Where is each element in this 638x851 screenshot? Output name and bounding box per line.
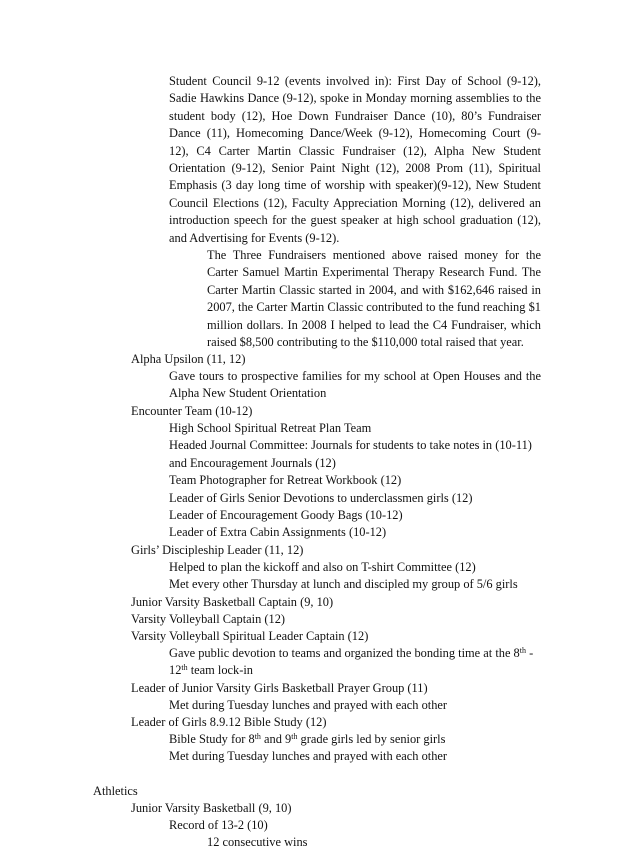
text-line: Orientation (9-12), Senior Paint Night (12), 2008 Prom (11), Spiritual: [169, 161, 541, 176]
text-line: [169, 645, 533, 662]
text-line: Carter Martin Classic started in 2004, and with $162,646 raised in: [207, 282, 541, 297]
alpha-upsilon-title: Alpha Upsilon (11, 12): [131, 352, 246, 366]
list-item: [169, 731, 447, 748]
text-line: student body (12), Hoe Down Fundraiser Dance (10), 80’s Fundraiser: [169, 108, 541, 123]
prayer-group-title: Leader of Junior Varsity Girls Basketball Prayer Group (11): [131, 681, 428, 695]
list-item: Met every other Thursday at lunch and discipled my group of 5/6 girls: [169, 577, 518, 592]
girls-discipleship-title: Girls’ Discipleship Leader (11, 12): [131, 543, 304, 557]
text-part: team lock-in: [187, 663, 253, 678]
bible-study-list: [169, 731, 447, 766]
jv-basketball-line: Junior Varsity Basketball (9, 10): [131, 801, 292, 815]
text-line: million dollars. In 2008 I helped to lead the C4 Fundraiser, which: [207, 317, 541, 332]
text-line: The Three Fundraisers mentioned above raised money for the: [207, 248, 541, 262]
text-line: 2007, the Carter Martin Classic contributed to the fund reaching $1: [207, 300, 541, 315]
alpha-upsilon-detail: [169, 368, 541, 403]
text-line: Council Elections (12), Faculty Appreciation Morning (12), delivered an: [169, 195, 541, 210]
bible-study-title: Leader of Girls 8.9.12 Bible Study (12): [131, 715, 327, 729]
list-item: Met during Tuesday lunches and prayed with each other: [169, 749, 448, 764]
fundraisers-paragraph: [207, 247, 541, 351]
ordinal-suffix: th: [519, 646, 526, 655]
text-line: Student Council 9-12 (events involved in): First Day of School (9-12),: [169, 74, 541, 88]
text-part: 12: [169, 663, 182, 678]
list-item: Leader of Encouragement Goody Bags (10-12): [169, 508, 403, 523]
text-part: Gave public devotion to teams and organized the bonding time at the 8: [169, 646, 520, 660]
list-item: Leader of Extra Cabin Assignments (10-12): [169, 525, 387, 540]
list-item: High School Spiritual Retreat Plan Team: [169, 421, 372, 435]
text-line: Emphasis (3 day long time of worship with speaker)(9-12), New Student: [169, 178, 541, 193]
list-item: and Encouragement Journals (12): [169, 455, 336, 470]
vb-captain-line: Varsity Volleyball Captain (12): [131, 612, 286, 626]
list-item: Helped to plan the kickoff and also on T-shirt Committee (12): [169, 560, 476, 574]
text-line: Dance (11), Homecoming Dance/Week (9-12), Homecoming Court (9-: [169, 126, 541, 141]
text-part: grade girls led by senior girls: [297, 732, 446, 746]
text-part: -: [525, 646, 534, 660]
list-item: Headed Journal Committee: Journals for students to take notes in (10-11): [169, 438, 532, 453]
text-line: Gave tours to prospective families for my school at Open Houses and the: [169, 369, 541, 383]
ordinal-suffix: th: [291, 732, 298, 741]
text-line: [169, 662, 533, 679]
text-line: Alpha New Student Orientation: [169, 386, 327, 401]
ordinal-suffix: th: [181, 663, 188, 673]
record-line: Record of 13-2 (10): [169, 818, 268, 832]
vb-spiritual-title: Varsity Volleyball Spiritual Leader Captain (12): [131, 629, 369, 643]
prayer-group-item: Met during Tuesday lunches and prayed with each other: [169, 698, 448, 712]
jv-captain-line: Junior Varsity Basketball Captain (9, 10): [131, 595, 334, 609]
encounter-team-list: [169, 420, 532, 542]
text-line: Carter Samuel Martin Experimental Therapy Research Fund. The: [207, 265, 541, 280]
athletics-heading: Athletics: [93, 784, 138, 798]
list-item: Team Photographer for Retreat Workbook (12): [169, 473, 402, 488]
text-line: and Advertising for Events (9-12).: [169, 230, 340, 245]
ordinal-suffix: th: [254, 732, 261, 741]
text-line: introduction speech for the guest speaker at high school graduation (12),: [169, 213, 541, 228]
student-council-paragraph: [169, 73, 541, 247]
text-part: and 9: [260, 732, 292, 746]
vb-spiritual-detail: [169, 645, 533, 680]
text-line: 12), C4 Carter Martin Classic Fundraiser (12), Alpha New Student: [169, 143, 541, 158]
encounter-team-title: Encounter Team (10-12): [131, 404, 253, 418]
wins-line: 12 consecutive wins: [207, 835, 308, 849]
list-item: Leader of Girls Senior Devotions to underclassmen girls (12): [169, 490, 473, 505]
text-part: Bible Study for 8: [169, 732, 255, 746]
text-line: raised $8,500 contributing to the $110,000 total raised that year.: [207, 335, 524, 350]
text-line: Sadie Hawkins Dance (9-12), spoke in Monday morning assemblies to the: [169, 91, 541, 106]
girls-discipleship-list: [169, 559, 518, 594]
